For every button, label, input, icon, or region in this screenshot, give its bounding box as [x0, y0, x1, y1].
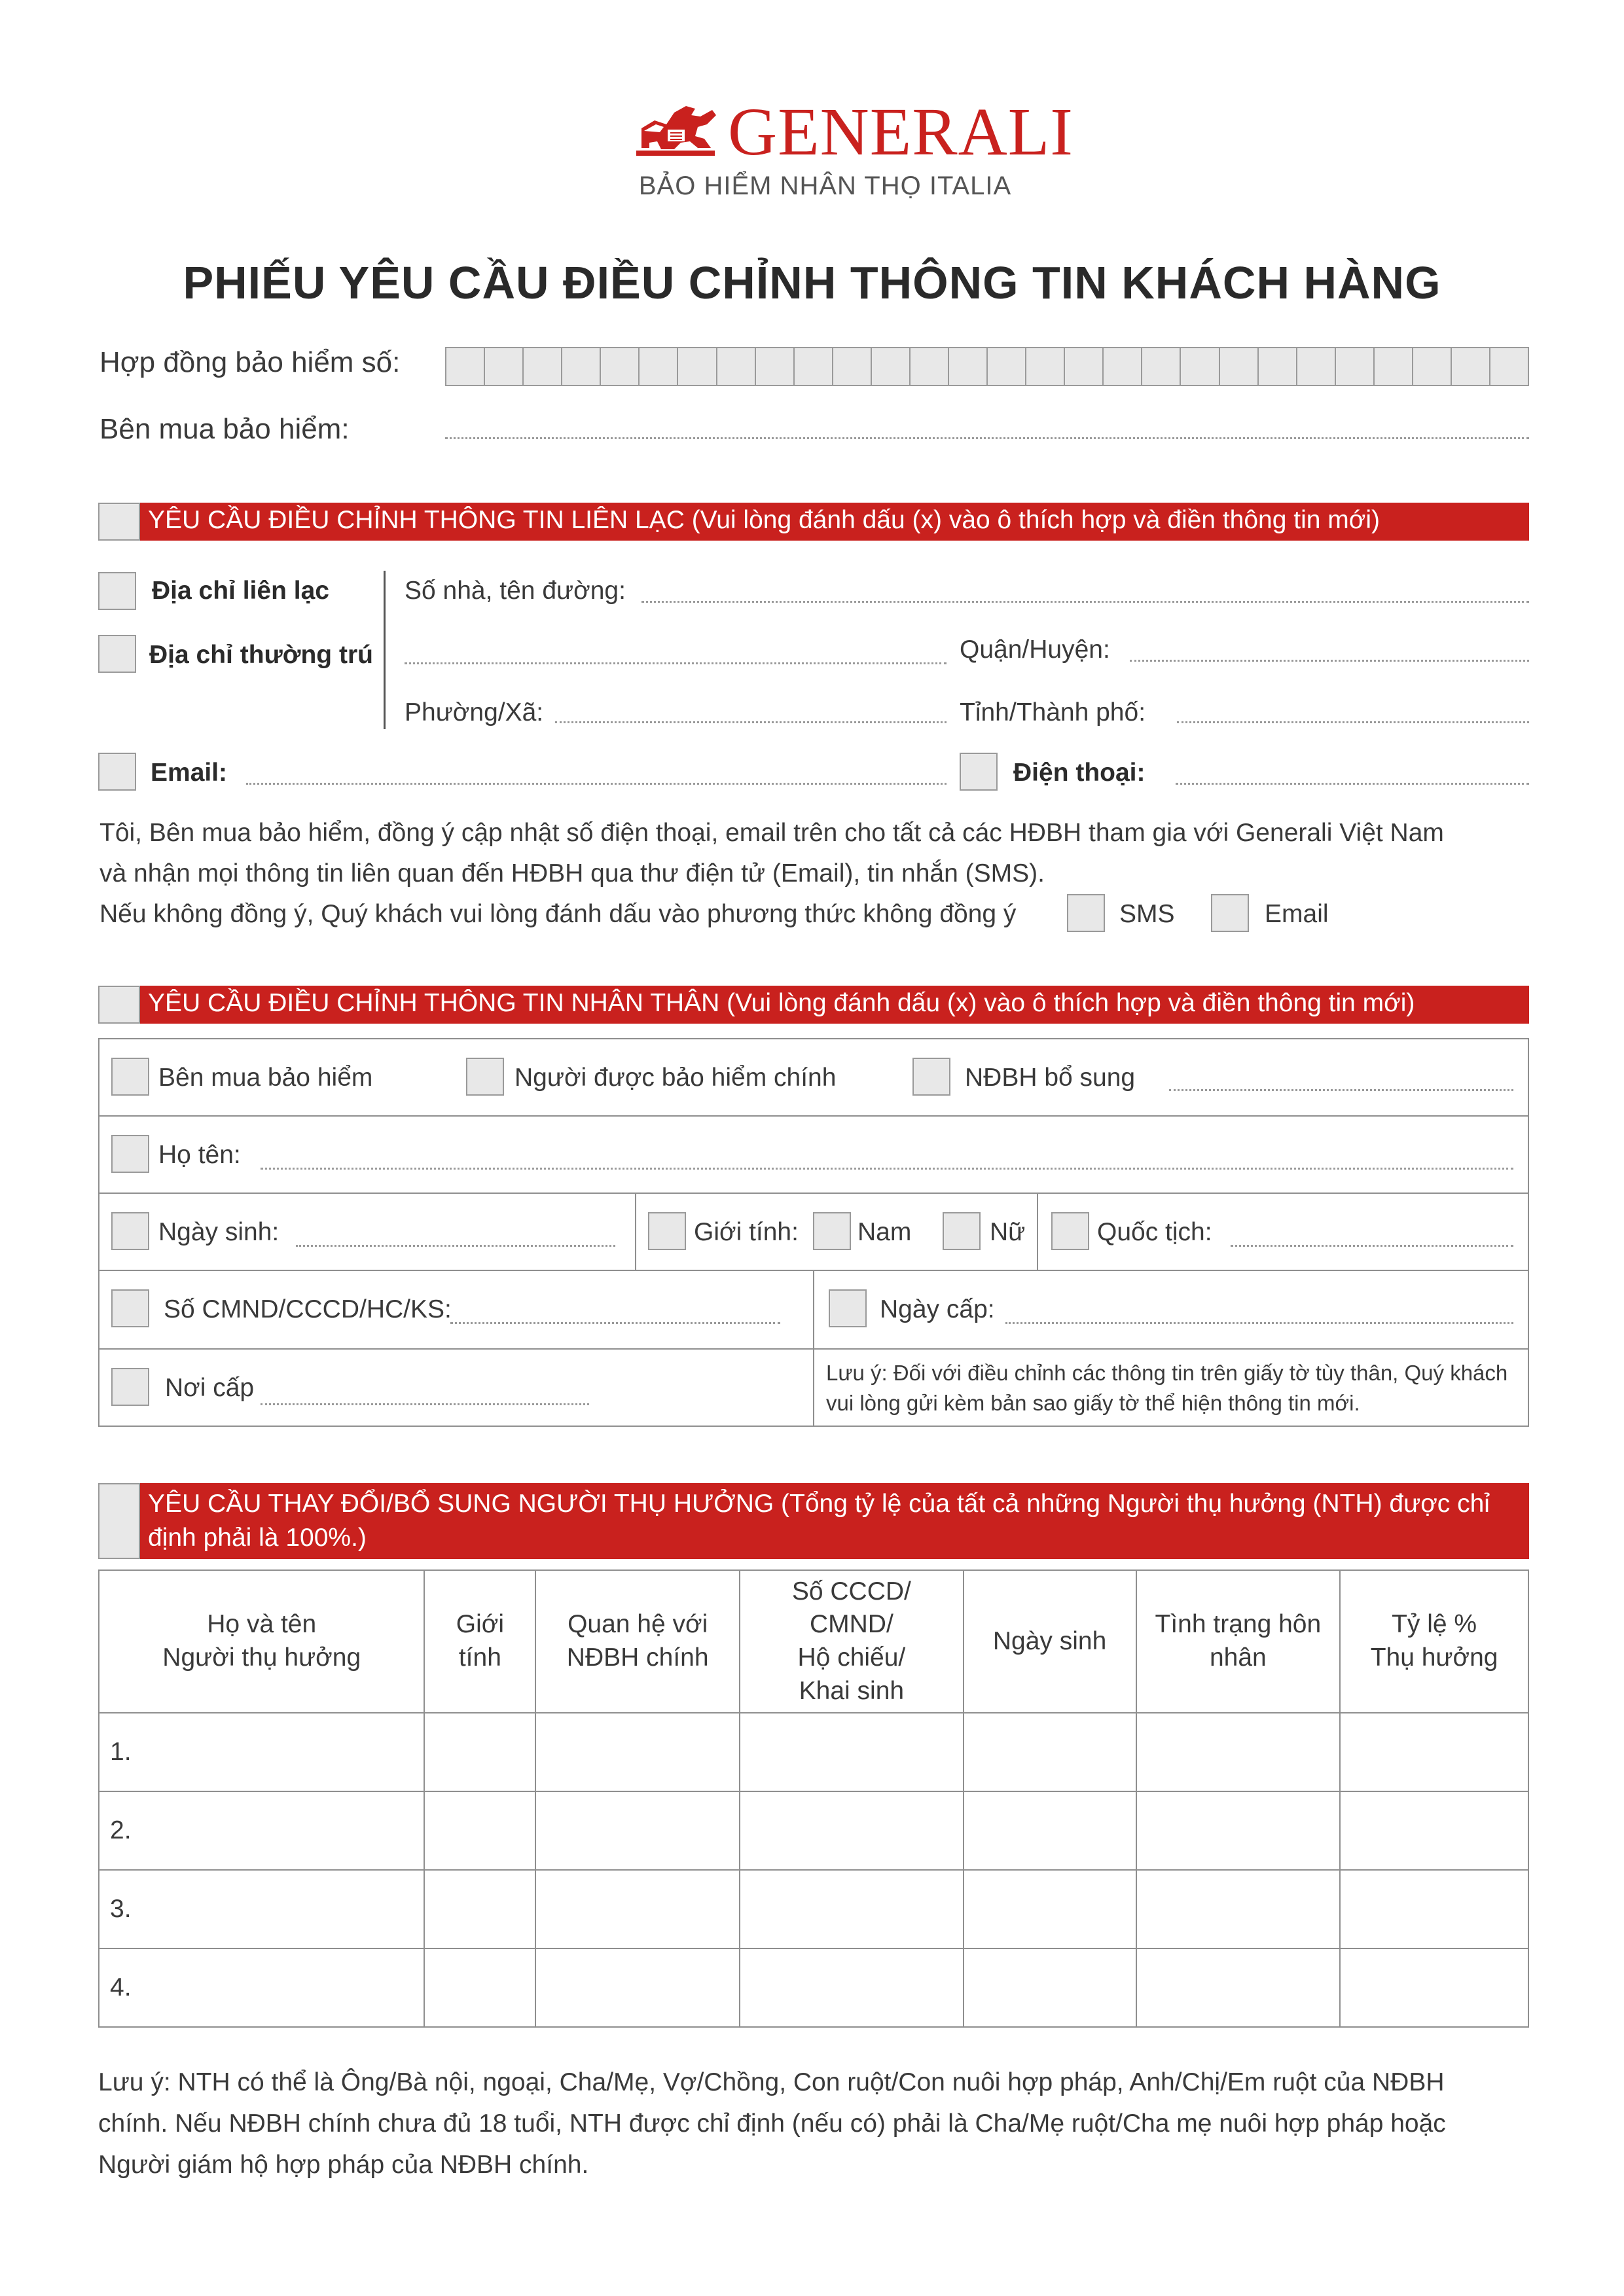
- province-field[interactable]: [1177, 721, 1529, 723]
- personal-section-title: YÊU CẦU ĐIỀU CHỈNH THÔNG TIN NHÂN THÂN (Vui lòng đánh dấu (x) vào ô thích hợp và điền thông tin mới): [148, 989, 1415, 1017]
- address-divider: [384, 571, 386, 729]
- phone-checkbox[interactable]: [960, 753, 998, 791]
- row-number: 3.: [99, 1870, 424, 1948]
- personal-col-divider: [635, 1193, 636, 1270]
- col-header-gender: Giới tính: [424, 1570, 535, 1713]
- female-checkbox[interactable]: [943, 1212, 981, 1250]
- email-field[interactable]: [246, 783, 947, 785]
- issue-date-field[interactable]: [1005, 1322, 1513, 1324]
- full-name-label: Họ tên:: [158, 1141, 241, 1169]
- table-cell[interactable]: [424, 1713, 535, 1791]
- table-row: [99, 1948, 1528, 2027]
- street-label: Số nhà, tên đường:: [405, 577, 626, 605]
- page-title: PHIẾU YÊU CẦU ĐIỀU CHỈNH THÔNG TIN KHÁCH HÀNG: [183, 257, 1441, 308]
- table-cell[interactable]: [535, 1713, 740, 1791]
- table-cell[interactable]: [964, 1713, 1136, 1791]
- table-cell[interactable]: [964, 1791, 1136, 1870]
- additional-insured-field[interactable]: [1169, 1089, 1513, 1091]
- phone-label: Điện thoại:: [1013, 759, 1146, 787]
- personal-col-divider: [813, 1270, 814, 1427]
- col-header-id: Số CCCD/ CMND/ Hộ chiếu/ Khai sinh: [740, 1570, 964, 1713]
- province-label: Tỉnh/Thành phố:: [960, 698, 1146, 726]
- contact-section-bar: [98, 503, 1529, 541]
- table-row: [99, 1713, 1528, 1791]
- beneficiary-note-2: chính. Nếu NĐBH chính chưa đủ 18 tuổi, NTH được chỉ định (nếu có) phải là Cha/Mẹ ruột/Cha mẹ nuôi hợp pháp hoặc: [98, 2109, 1446, 2138]
- table-row: [99, 1791, 1528, 1870]
- beneficiary-note-3: Người giám hộ hợp pháp của NĐBH chính.: [98, 2151, 589, 2179]
- table-row: [99, 1870, 1528, 1948]
- table-cell[interactable]: [535, 1948, 740, 2027]
- personal-section-bar: [98, 986, 1529, 1024]
- generali-lion-logo-icon: [635, 102, 720, 157]
- col-header-marital: Tình trạng hôn nhân: [1136, 1570, 1341, 1713]
- policy-holder-field[interactable]: [445, 437, 1529, 439]
- ward-field[interactable]: [555, 721, 947, 723]
- email-optout-label: Email: [1265, 900, 1329, 928]
- contact-section-checkbox[interactable]: [98, 503, 140, 541]
- main-insured-label: Người được bảo hiểm chính: [514, 1064, 837, 1092]
- id-note-text-2: vui lòng gửi kèm bản sao giấy tờ thể hiện thông tin mới.: [826, 1391, 1360, 1415]
- female-label: Nữ: [990, 1218, 1026, 1246]
- personal-col-divider: [1037, 1193, 1038, 1270]
- nationality-field[interactable]: [1231, 1245, 1513, 1247]
- table-cell[interactable]: [1340, 1791, 1528, 1870]
- table-cell[interactable]: [535, 1870, 740, 1948]
- address-line-field[interactable]: [405, 662, 947, 664]
- table-cell[interactable]: [964, 1870, 1136, 1948]
- additional-insured-checkbox[interactable]: [912, 1058, 950, 1096]
- main-insured-checkbox[interactable]: [466, 1058, 504, 1096]
- consent-text-3: Nếu không đồng ý, Quý khách vui lòng đánh dấu vào phương thức không đồng ý: [99, 900, 1017, 928]
- table-cell[interactable]: [424, 1948, 535, 2027]
- policy-number-label: Hợp đồng bảo hiểm số:: [99, 346, 401, 378]
- table-cell[interactable]: [424, 1870, 535, 1948]
- table-cell[interactable]: [740, 1713, 964, 1791]
- table-cell[interactable]: [1136, 1948, 1341, 2027]
- ward-label: Phường/Xã:: [405, 698, 544, 726]
- beneficiary-note: [98, 2062, 1538, 2185]
- brand-name: GENERALI: [728, 94, 1074, 170]
- beneficiary-section-checkbox[interactable]: [98, 1483, 140, 1559]
- dob-label: Ngày sinh:: [158, 1218, 280, 1246]
- row-number: 2.: [99, 1791, 424, 1870]
- personal-row-divider: [98, 1193, 1529, 1194]
- email-checkbox[interactable]: [98, 753, 136, 791]
- beneficiary-table: [98, 1570, 1529, 2028]
- gender-label: Giới tính:: [694, 1218, 799, 1246]
- phone-field[interactable]: [1176, 783, 1529, 785]
- policy-owner-checkbox[interactable]: [111, 1058, 149, 1096]
- policy-holder-label: Bên mua bảo hiểm:: [99, 413, 350, 445]
- table-cell[interactable]: [1136, 1791, 1341, 1870]
- sms-optout-checkbox[interactable]: [1067, 894, 1105, 932]
- beneficiary-section-title-1: YÊU CẦU THAY ĐỔI/BỔ SUNG NGƯỜI THỤ HƯỞNG (Tổng tỷ lệ của tất cả những Người thụ hưởng (NTH) được chỉ: [148, 1490, 1490, 1518]
- email-label: Email:: [151, 759, 228, 787]
- issue-place-checkbox[interactable]: [111, 1368, 149, 1406]
- personal-section-checkbox[interactable]: [98, 986, 140, 1024]
- table-cell[interactable]: [1136, 1870, 1341, 1948]
- id-note-text-1: Lưu ý: Đối với điều chỉnh các thông tin trên giấy tờ tùy thân, Quý khách: [826, 1361, 1508, 1385]
- male-checkbox[interactable]: [813, 1212, 851, 1250]
- beneficiary-section-bar: [98, 1483, 1529, 1559]
- issue-date-checkbox[interactable]: [829, 1289, 867, 1327]
- district-field[interactable]: [1130, 660, 1529, 662]
- sms-optout-label: SMS: [1119, 900, 1175, 928]
- permanent-address-label: Địa chỉ thường trú: [149, 641, 373, 669]
- table-cell[interactable]: [740, 1948, 964, 2027]
- mailing-address-checkbox[interactable]: [98, 572, 136, 610]
- permanent-address-checkbox[interactable]: [98, 635, 136, 673]
- policy-owner-label: Bên mua bảo hiểm: [158, 1064, 373, 1092]
- male-label: Nam: [857, 1218, 912, 1246]
- row-number: 1.: [99, 1713, 424, 1791]
- brand-subtitle: BẢO HIỂM NHÂN THỌ ITALIA: [638, 171, 1012, 200]
- table-cell[interactable]: [1340, 1713, 1528, 1791]
- beneficiary-section-title-2: định phải là 100%.): [148, 1524, 367, 1552]
- table-cell[interactable]: [1340, 1948, 1528, 2027]
- mailing-address-label: Địa chỉ liên lạc: [152, 577, 329, 605]
- col-header-dob: Ngày sinh: [964, 1570, 1136, 1713]
- table-cell[interactable]: [740, 1791, 964, 1870]
- consent-text-2: và nhận mọi thông tin liên quan đến HĐBH qua thư điện tử (Email), tin nhắn (SMS).: [99, 859, 1045, 888]
- table-cell[interactable]: [1136, 1713, 1341, 1791]
- beneficiary-note-1: Lưu ý: NTH có thể là Ông/Bà nội, ngoại, Cha/Mẹ, Vợ/Chồng, Con ruột/Con nuôi hợp pháp, Anh/Chị/Em ruột của NĐBH: [98, 2068, 1445, 2096]
- street-field[interactable]: [641, 601, 1529, 603]
- table-cell[interactable]: [1340, 1870, 1528, 1948]
- issue-place-field[interactable]: [261, 1403, 589, 1405]
- district-label: Quận/Huyện:: [960, 636, 1110, 664]
- table-cell[interactable]: [535, 1791, 740, 1870]
- dob-field[interactable]: [296, 1245, 615, 1247]
- full-name-checkbox[interactable]: [111, 1135, 149, 1173]
- col-header-relationship: Quan hệ với NĐBH chính: [535, 1570, 740, 1713]
- dob-checkbox[interactable]: [111, 1212, 149, 1250]
- col-header-name: Họ và tên Người thụ hưởng: [99, 1570, 424, 1713]
- policy-number-grid[interactable]: [445, 347, 1529, 386]
- col-header-share: Tỷ lệ % Thụ hưởng: [1340, 1570, 1528, 1713]
- issue-place-label: Nơi cấp: [165, 1374, 255, 1402]
- id-number-field[interactable]: [450, 1322, 780, 1324]
- id-number-checkbox[interactable]: [111, 1289, 149, 1327]
- email-optout-checkbox[interactable]: [1211, 894, 1249, 932]
- issue-date-label: Ngày cấp:: [880, 1295, 995, 1323]
- table-cell[interactable]: [740, 1870, 964, 1948]
- consent-text-1: Tôi, Bên mua bảo hiểm, đồng ý cập nhật số điện thoại, email trên cho tất cả các HĐBH tham gia với Generali Việt Nam: [99, 819, 1444, 847]
- personal-row-divider: [98, 1115, 1529, 1117]
- full-name-field[interactable]: [261, 1168, 1513, 1170]
- nationality-label: Quốc tịch:: [1097, 1218, 1212, 1246]
- id-number-label: Số CMND/CCCD/HC/KS:: [164, 1295, 452, 1323]
- additional-insured-label: NĐBH bổ sung: [965, 1064, 1136, 1092]
- table-cell[interactable]: [424, 1791, 535, 1870]
- row-number: 4.: [99, 1948, 424, 2027]
- gender-checkbox[interactable]: [648, 1212, 686, 1250]
- nationality-checkbox[interactable]: [1051, 1212, 1089, 1250]
- contact-section-title: YÊU CẦU ĐIỀU CHỈNH THÔNG TIN LIÊN LẠC (Vui lòng đánh dấu (x) vào ô thích hợp và điền thông tin mới): [148, 506, 1380, 534]
- table-cell[interactable]: [964, 1948, 1136, 2027]
